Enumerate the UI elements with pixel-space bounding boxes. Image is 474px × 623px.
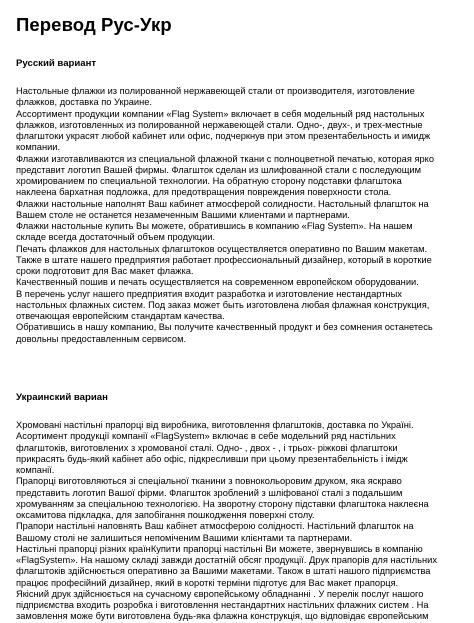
text-line: Вашем столе не останется незамеченным Вашими клиентами и партнерами. [16, 209, 350, 220]
text-line: Настільні прапорці різних країнКупити прапорці настільні Ви можете, звернувшись в компанію [16, 543, 423, 554]
text-line: флажков, изготовленных из полированной нержавеющей стали. Одно-, двух-, и трех-местные [16, 119, 423, 130]
text-line: складе всегда достаточный объем продукции. [16, 232, 216, 243]
ukrainian-section-heading: Украинский вариан [16, 392, 108, 403]
text-line: компанії. [16, 465, 55, 475]
russian-text-block [16, 86, 464, 345]
text-line: працює професійний дизайнер, який в короткі терміни підготує для Вас макет прапорця. [16, 577, 399, 588]
text-line: представить логотип Вашої фірми. Флагшток зроблений з шліфованої сталі з подальшим [16, 487, 403, 498]
russian-section-heading: Русский вариант [16, 58, 97, 69]
text-line: настольных флажных систем. Под заказ может быть изготовлена любая флажная конструкция, [16, 299, 430, 310]
text-line: Настольные флажки из полированной нержавеющей стали от производителя, изготовление [16, 86, 415, 96]
text-line: «FlagSystem». На нашому складі завжди достатній обсяг продукції. Друк прапорів для настільних [16, 555, 437, 565]
text-line: оксамитова підкладка, для запобігання пошкодження поверхні столу. [16, 510, 315, 520]
text-line: хромуванням за спеціальною технологією. На зворотну сторону підставки флагштока наклеєна [16, 498, 429, 509]
text-line: флагштоки украсят любой кабинет или офис, подчеркнув при этом презентабельность и имидж [16, 131, 431, 141]
text-line: наклеена бархатная подложка, для предотвращения повреждения поверхности стола. [16, 187, 392, 198]
text-line: довольны предоставленным сервисом. [16, 333, 187, 344]
text-line: Флажки изготавливаются из специальной флажной ткани с полноцветной печатью, которая ярко [16, 153, 435, 164]
text-line: підприємства входить розробка і виготовлення нестандартних настільних флажних систем . На [16, 600, 429, 610]
text-line: Вашому столі не залишиться непоміченим Вашими клієнтами та партнерами. [16, 532, 353, 543]
text-line: прикрасять будь-який кабінет або офіс, підкресливши при цьому презентабельність і імідж [16, 453, 408, 464]
text-line: флагштоків здійснюється оперативно за Вашими макетами. Також в штаті нашого підприємства [16, 566, 431, 577]
ukrainian-text-block [16, 420, 464, 623]
text-line: В перечень услуг нашего предприятия входит разработка и изготовление нестандартных [16, 288, 402, 299]
text-line: сроки подготовит для Вас макет флажка. [16, 266, 194, 276]
text-line: Асортимент продукції компанії «FlagSystem» включає в себе модельний ряд настільних [16, 431, 396, 442]
text-line: флагштоків, виготовлених з хромованої сталі. Одно- , двох - , і трьох- рiжкові флагштоки [16, 442, 398, 453]
text-line: Якісний друк здійснюється на сучасному європейському обладнанні . У перелік послуг нашого [16, 588, 424, 599]
text-line: Также в штате нашего предприятия работает профессиональный дизайнер, который в короткие [16, 254, 432, 265]
text-line: хромированием по специальной технологии. На обратную сторону подставки флагштока [16, 176, 402, 186]
text-line: Флажки настольные купить Вы можете, обратившись в компанию «Flag System». На нашем [16, 221, 413, 231]
text-line: Качественный пошив и печать осуществляется на современном европейском оборудовании. [16, 277, 419, 288]
text-line: Обратившись в нашу компанию, Вы получите качественный продукт и без сомнения останетесь [16, 322, 433, 333]
text-line: замовлення може бути виготовлена будь-яка флажна конструкція, що відповідає європейським [16, 611, 429, 622]
text-line: Прапори настільні наповнять Ваш кабінет атмосферою солідності. Настільний флагшток на [16, 521, 414, 532]
text-line: Флажки настольные наполнят Ваш кабинет атмосферой солидности. Настольный флагшток на [16, 198, 429, 209]
text-line: Ассортимент продукции компании «Flag System» включает в себя модельный ряд настольных [16, 108, 425, 119]
text-line: флажков, доставка по Украине. [16, 97, 153, 108]
text-line: компании. [16, 142, 61, 153]
text-line: представит логотип Вашей фирмы. Флагшток сделан из шлифованной стали с последующим [16, 164, 421, 175]
text-line: Хромовані настільні прапорці від виробника, виготовлення флагштоків, доставка по Україні. [16, 420, 414, 430]
text-line: Прапорці виготовляються зі спеціальної тканини з повнокольоровим друком, яка яскраво [16, 476, 402, 487]
text-line: Печать флажков для настольных флагштоков осуществляется оперативно по Вашим макетам. [16, 243, 428, 254]
text-line: отвечающая европейским стандартам качества. [16, 311, 225, 321]
page-title: Перевод Рус-Укр [16, 14, 172, 35]
